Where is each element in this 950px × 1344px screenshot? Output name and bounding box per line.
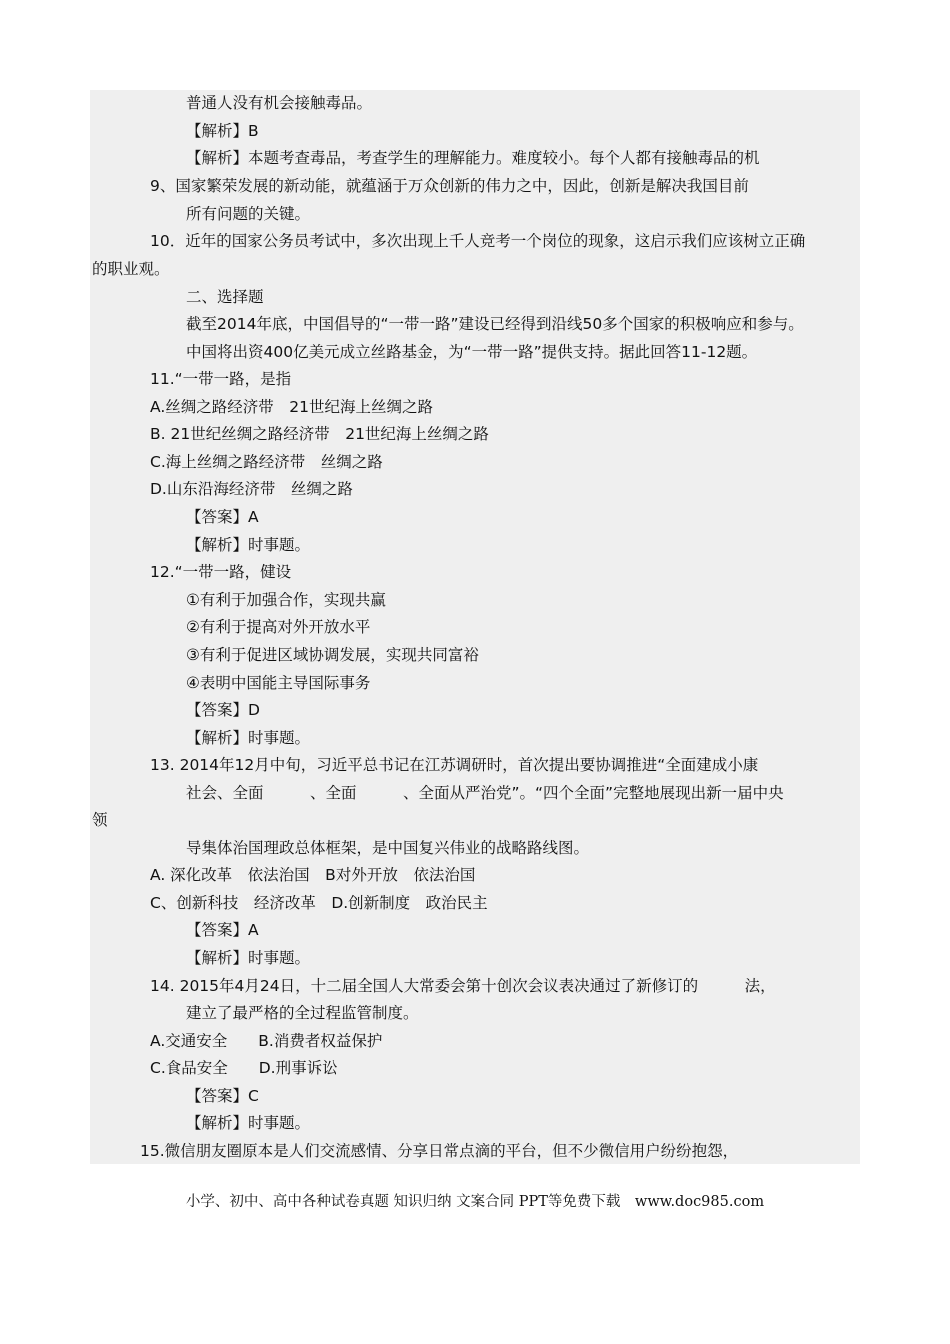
- answer-line: 【答案】A: [186, 508, 259, 526]
- text-line: 【解析】本题考查毒品，考查学生的理解能力。难度较小。每个人都有接触毒品的机: [186, 149, 760, 167]
- answer-line: 【答案】C: [186, 1087, 259, 1105]
- text-line: 的职业观。: [92, 260, 170, 278]
- option-line: A.交通安全 B.消费者权益保护: [150, 1032, 383, 1050]
- question-13: 13. 2014年12月中旬，习近平总书记在江苏调研时，首次提出要协调推进“全面建成小康: [150, 756, 759, 774]
- option-line: B. 21世纪丝绸之路经济带 21世纪海上丝绸之路: [150, 425, 489, 443]
- answer-line: 【答案】D: [186, 701, 260, 719]
- text-line: 建立了最严格的全过程监管制度。: [186, 1004, 419, 1022]
- question-12: 12.“一带一路，健设: [150, 563, 292, 581]
- text-line: 所有问题的关键。: [186, 205, 311, 223]
- text-line: 10．近年的国家公务员考试中，多次出现上千人竞考一个岗位的现象，这启示我们应该树立正确: [150, 232, 806, 250]
- text-line: 普通人没有机会接触毒品。: [186, 94, 373, 112]
- option-line: C.食品安全 D.刑事诉讼: [150, 1059, 338, 1077]
- question-14: 14. 2015年4月24日，十二届全国人大常委会第十创次会议表决通过了新修订的 法，: [150, 977, 776, 995]
- option-line: A. 深化改革 依法治国 B对外开放 依法治国: [150, 866, 476, 884]
- option-line: C、创新科技 经济改革 D.创新制度 政治民主: [150, 894, 488, 912]
- section-heading: 二、选择题: [186, 288, 264, 306]
- text-line: 中国将出资400亿美元成立丝路基金，为“一带一路”提供支持。据此回答11-12题。: [186, 343, 758, 361]
- analysis-line: 【解析】时事题。: [186, 1114, 311, 1132]
- option-line: ②有利于提高对外开放水平: [186, 618, 371, 636]
- text-line: 截至2014年底，中国倡导的“一带一路”建设已经得到沿线50多个国家的积极响应和参与。: [186, 315, 804, 333]
- analysis-line: 【解析】时事题。: [186, 949, 311, 967]
- question-11: 11.“一带一路，是指: [150, 370, 292, 388]
- option-line: A.丝绸之路经济带 21世纪海上丝绸之路: [150, 398, 433, 416]
- option-line: C.海上丝绸之路经济带 丝绸之路: [150, 453, 383, 471]
- option-line: ③有利于促进区域协调发展，实现共同富裕: [186, 646, 479, 664]
- analysis-line: 【解析】时事题。: [186, 729, 311, 747]
- text-line: 【解析】B: [186, 122, 259, 140]
- text-line: 导集体治国理政总体框架，是中国复兴伟业的战略路线图。: [186, 839, 590, 857]
- option-line: D.山东沿海经济带 丝绸之路: [150, 480, 353, 498]
- option-line: ①有利于加强合作，实现共赢: [186, 591, 386, 609]
- page-footer: 小学、初中、高中各种试卷真题 知识归纳 文案合同 PPT等免费下载 www.doc985.com: [185, 1194, 765, 1210]
- question-15: 15.微信朋友圈原本是人们交流感情、分享日常点滴的平台，但不少微信用户纷纷抱怨，: [140, 1142, 739, 1160]
- text-line: 9、国家繁荣发展的新动能，就蕴涵于万众创新的伟力之中，因此，创新是解决我国目前: [150, 177, 749, 195]
- text-line: 社会、全面 、全面 、全面从严治党”。“四个全面”完整地展现出新一届中央: [186, 784, 784, 802]
- option-line: ④表明中国能主导国际事务: [186, 674, 371, 692]
- text-line: 领: [92, 811, 108, 829]
- analysis-line: 【解析】时事题。: [186, 536, 311, 554]
- answer-line: 【答案】A: [186, 921, 259, 939]
